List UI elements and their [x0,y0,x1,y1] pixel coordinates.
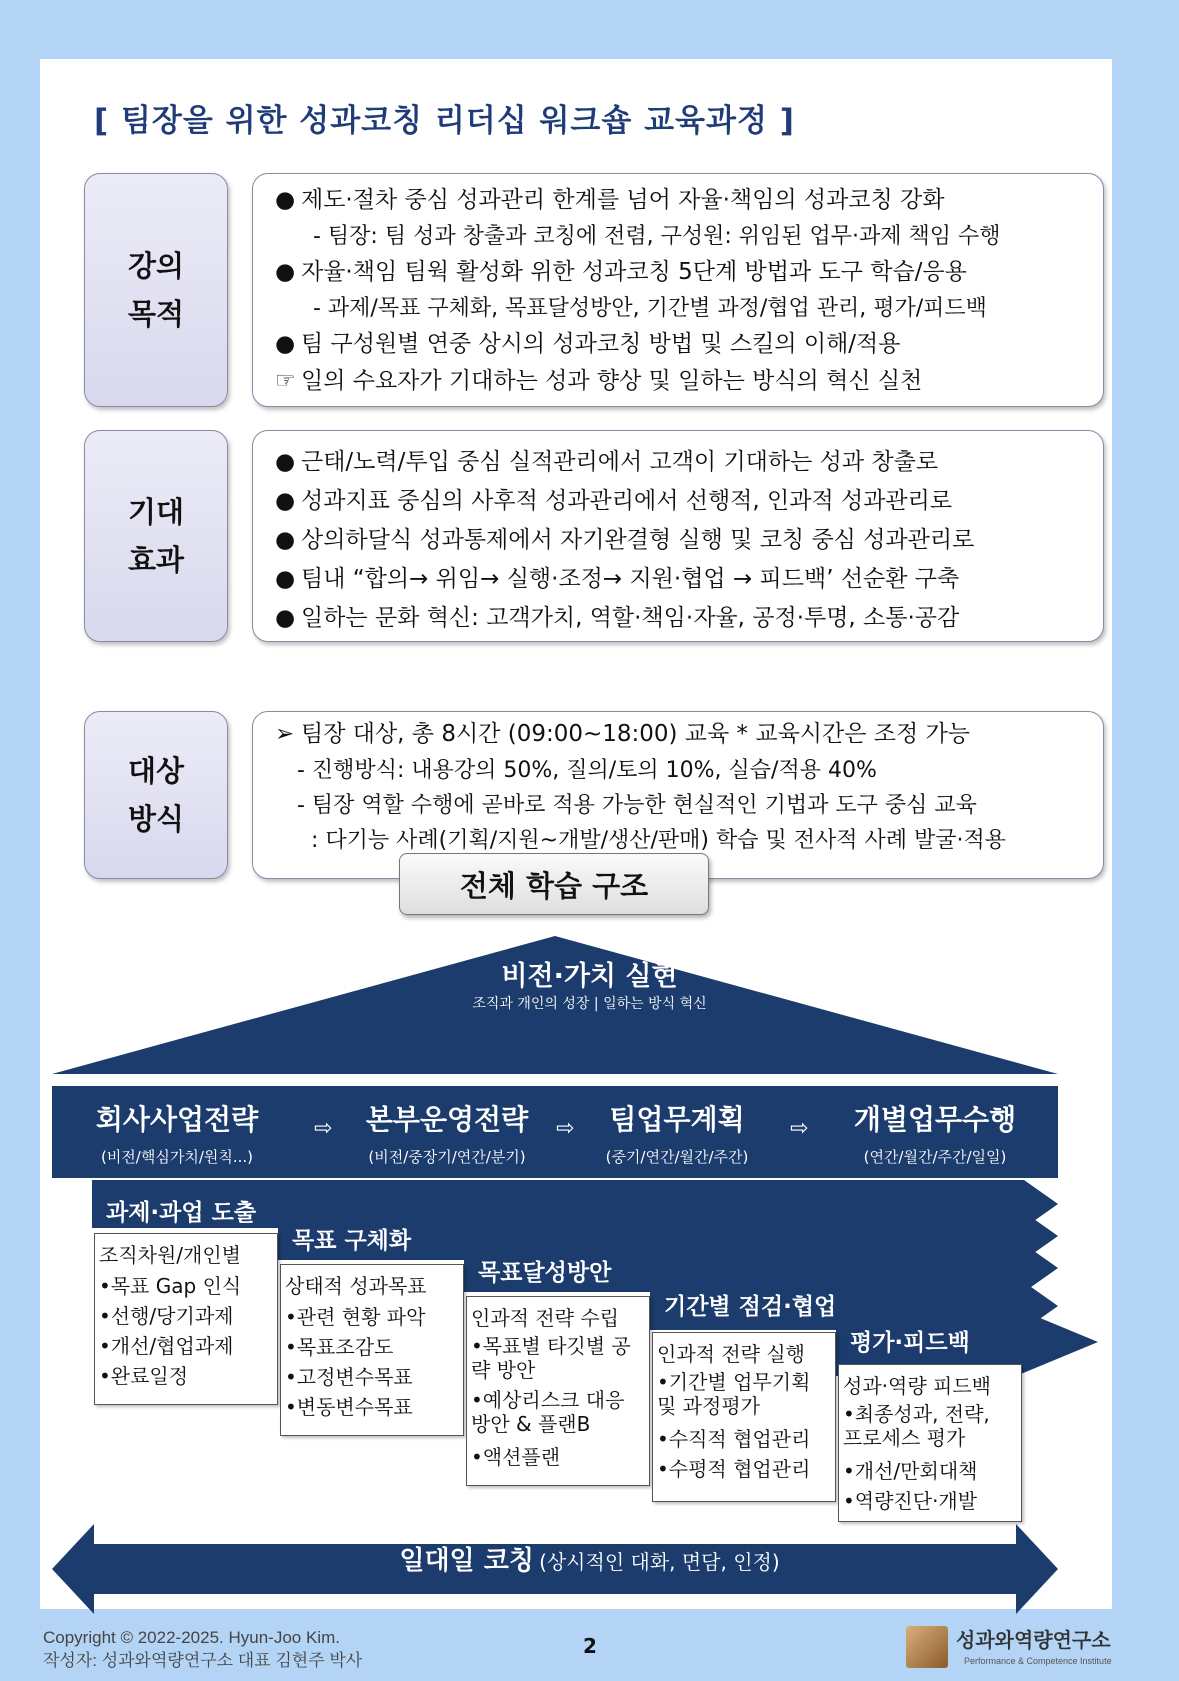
step-box-4 [652,1332,836,1502]
stage-note: (비전/중장기/연간/분기) [368,1147,526,1166]
bullet-line [275,182,1091,219]
step-item: •목표 Gap 인식 [99,1274,242,1298]
bullet-icon: ● [275,187,296,213]
step-head: 성과·역량 피드백 [843,1374,991,1398]
coaching-detail: (상시적인 대화, 면담, 인정) [539,1550,780,1574]
stage-name: 본부운영전략 [365,1102,529,1136]
bullet-line [275,363,1091,400]
step-label: 목표 구체화 [292,1228,412,1254]
structure-title: 전체 학습 구조 [399,853,709,915]
coaching-main: 일대일 코칭 [399,1546,534,1576]
bullet-text: 제도·절차 중심 성과관리 한계를 넘어 자율·책임의 성과코칭 강화 [301,187,945,213]
author-text: 작성자: 성과와역량연구소 대표 김현주 박사 [43,1651,363,1670]
pointing-hand-icon: ☞ [275,368,296,394]
roof-title: 비전·가치 실현 [501,961,678,992]
bullet-line [275,326,1091,363]
stage-note: (비전/핵심가치/원칙...) [100,1147,254,1166]
step-head: 조직차원/개인별 [99,1243,241,1267]
bullet-icon: ● [275,566,296,592]
copyright-text: Copyright © 2022-2025. Hyun-Joo Kim. [43,1628,340,1647]
step-item: •목표별 타깃별 공략 방안 [471,1334,631,1382]
section-label-line: 기대 [127,495,185,529]
bullet-line [275,599,1091,638]
section-content-effect [252,430,1104,642]
step-label: 과제·과업 도출 [106,1200,257,1226]
bullet-icon: ● [275,488,296,514]
document-title: [ 팀장을 위한 성과코칭 리더십 워크숍 교육과정 ] [94,103,795,139]
footer-copyright [43,1626,362,1672]
stage-individual-work [812,1086,1058,1178]
sub-line: - 팀장: 팀 성과 창출과 코칭에 전렴, 구성원: 위임된 업무·과제 책임 수행 [313,224,1001,249]
bullet-line [275,254,1091,291]
bullet-line [275,482,1091,521]
bullet-line [275,560,1091,599]
step-label: 목표달성방안 [478,1260,612,1286]
bullet-icon: ● [275,605,296,631]
step-item: •선행/당기과제 [99,1304,234,1328]
institute-logo [906,1622,1138,1676]
bullet-text: 팀 구성원별 연중 상시의 성과코칭 방법 및 스킬의 이해/적용 [301,331,901,357]
step-label: 기간별 점검·협업 [664,1294,837,1320]
stage-division-strategy [322,1086,575,1178]
section-label-line: 방식 [127,802,185,836]
bullet-text: 근태/노력/투입 중심 실적관리에서 고객이 기대하는 성과 창출로 [301,449,939,475]
sub-line: - 과제/목표 구체화, 목표달성방안, 기간별 과정/협업 관리, 평가/피드백 [313,296,987,321]
section-label-line: 효과 [127,543,185,577]
bullet-text: 상의하달식 성과통제에서 자기완결형 실행 및 코칭 중심 성과관리로 [301,527,975,553]
logo-name: 성과와역량연구소 [956,1628,1111,1652]
bullet-text: 일하는 문화 혁신: 고객가치, 역할·책임·자율, 공정·투명, 소통·공감 [301,605,960,631]
step-head: 인과적 전략 실행 [657,1342,805,1366]
section-label-line: 강의 [127,249,185,283]
stage-note: (연간/월간/주간/일일) [863,1147,1007,1166]
stage-company-strategy [52,1086,302,1178]
bullet-line [275,443,1091,482]
arrow-bullet-icon: ➢ [275,721,295,747]
bullet-line [275,521,1091,560]
step-item: •최종성과, 전략, 프로세스 평가 [843,1402,990,1450]
section-label-purpose [84,173,228,407]
page-number: 2 [583,1634,597,1658]
roof-subtitle: 조직과 개인의 성장 | 일하는 방식 혁신 [472,996,707,1012]
logo-mark-icon [906,1626,948,1668]
bullet-text: 팀장 대상, 총 8시간 (09:00~18:00) 교육 * 교육시간은 조정 가능 [301,721,970,747]
step-box-2 [280,1264,464,1436]
coaching-label [0,1540,1179,1577]
logo-english-name: Performance & Competence Institute [964,1656,1112,1666]
right-arrow-icon: ⇨ [790,1116,809,1141]
right-arrow-icon: ⇨ [556,1116,575,1141]
bullet-icon: ● [275,449,296,475]
sub-line: : 다기능 사례(기획/지원~개발/생산/판매) 학습 및 전사적 사례 발굴·적용 [311,828,1006,853]
bullet-line [275,716,1091,753]
section-content-purpose [252,173,1104,407]
step-item: •수평적 협업관리 [657,1457,811,1481]
step-label: 평가·피드백 [850,1330,970,1356]
step-item: •기간별 업무기획 및 과정평가 [657,1370,811,1418]
step-item: •목표조감도 [285,1335,394,1359]
bullet-text: 일의 수요자가 기대하는 성과 향상 및 일하는 방식의 혁신 실천 [301,368,923,394]
stage-name: 팀업무계획 [609,1102,745,1136]
step-item: •변동변수목표 [285,1395,413,1419]
step-item: •역량진단·개발 [843,1489,978,1513]
stage-note: (중기/연간/월간/주간) [605,1147,749,1166]
sub-line: - 팀장 역할 수행에 곧바로 적용 가능한 현실적인 기법과 도구 중심 교육 [297,793,977,818]
section-label-effect [84,430,228,642]
step-box-5 [838,1364,1022,1522]
step-item: •관련 현황 파악 [285,1305,426,1329]
bullet-text: 자율·책임 팀웍 활성화 위한 성과코칭 5단계 방법과 도구 학습/응용 [301,259,967,285]
step-box-3 [466,1296,650,1486]
step-item: •수직적 협업관리 [657,1427,811,1451]
right-arrow-icon: ⇨ [314,1116,333,1141]
section-label-line: 목적 [127,297,185,331]
bullet-icon: ● [275,259,296,285]
stage-name: 회사사업전략 [95,1102,259,1136]
section-label-line: 대상 [127,754,185,788]
step-item: •예상리스크 대응 방안 & 플랜B [471,1388,625,1436]
stage-team-plan [572,1086,782,1178]
step-head: 인과적 전략 수립 [471,1306,619,1330]
sub-line: - 진행방식: 내용강의 50%, 질의/토의 10%, 실습/적용 40% [297,758,877,783]
step-head: 상태적 성과목표 [285,1274,427,1298]
step-item: •액션플랜 [471,1445,561,1469]
stage-name: 개별업무수행 [853,1102,1017,1136]
step-item: •고정변수목표 [285,1365,413,1389]
bullet-icon: ● [275,527,296,553]
step-item: •완료일정 [99,1364,189,1388]
step-item: •개선/만회대책 [843,1459,978,1483]
bullet-text: 성과지표 중심의 사후적 성과관리에서 선행적, 인과적 성과관리로 [301,488,953,514]
bullet-text: 팀내 “합의→ 위임→ 실행·조정→ 지원·협업 → 피드백’ 선순환 구축 [301,566,960,592]
step-box-1 [94,1233,278,1405]
bullet-icon: ● [275,331,296,357]
step-item: •개선/협업과제 [99,1334,234,1358]
strategy-band [52,1086,1058,1178]
section-label-method [84,711,228,879]
